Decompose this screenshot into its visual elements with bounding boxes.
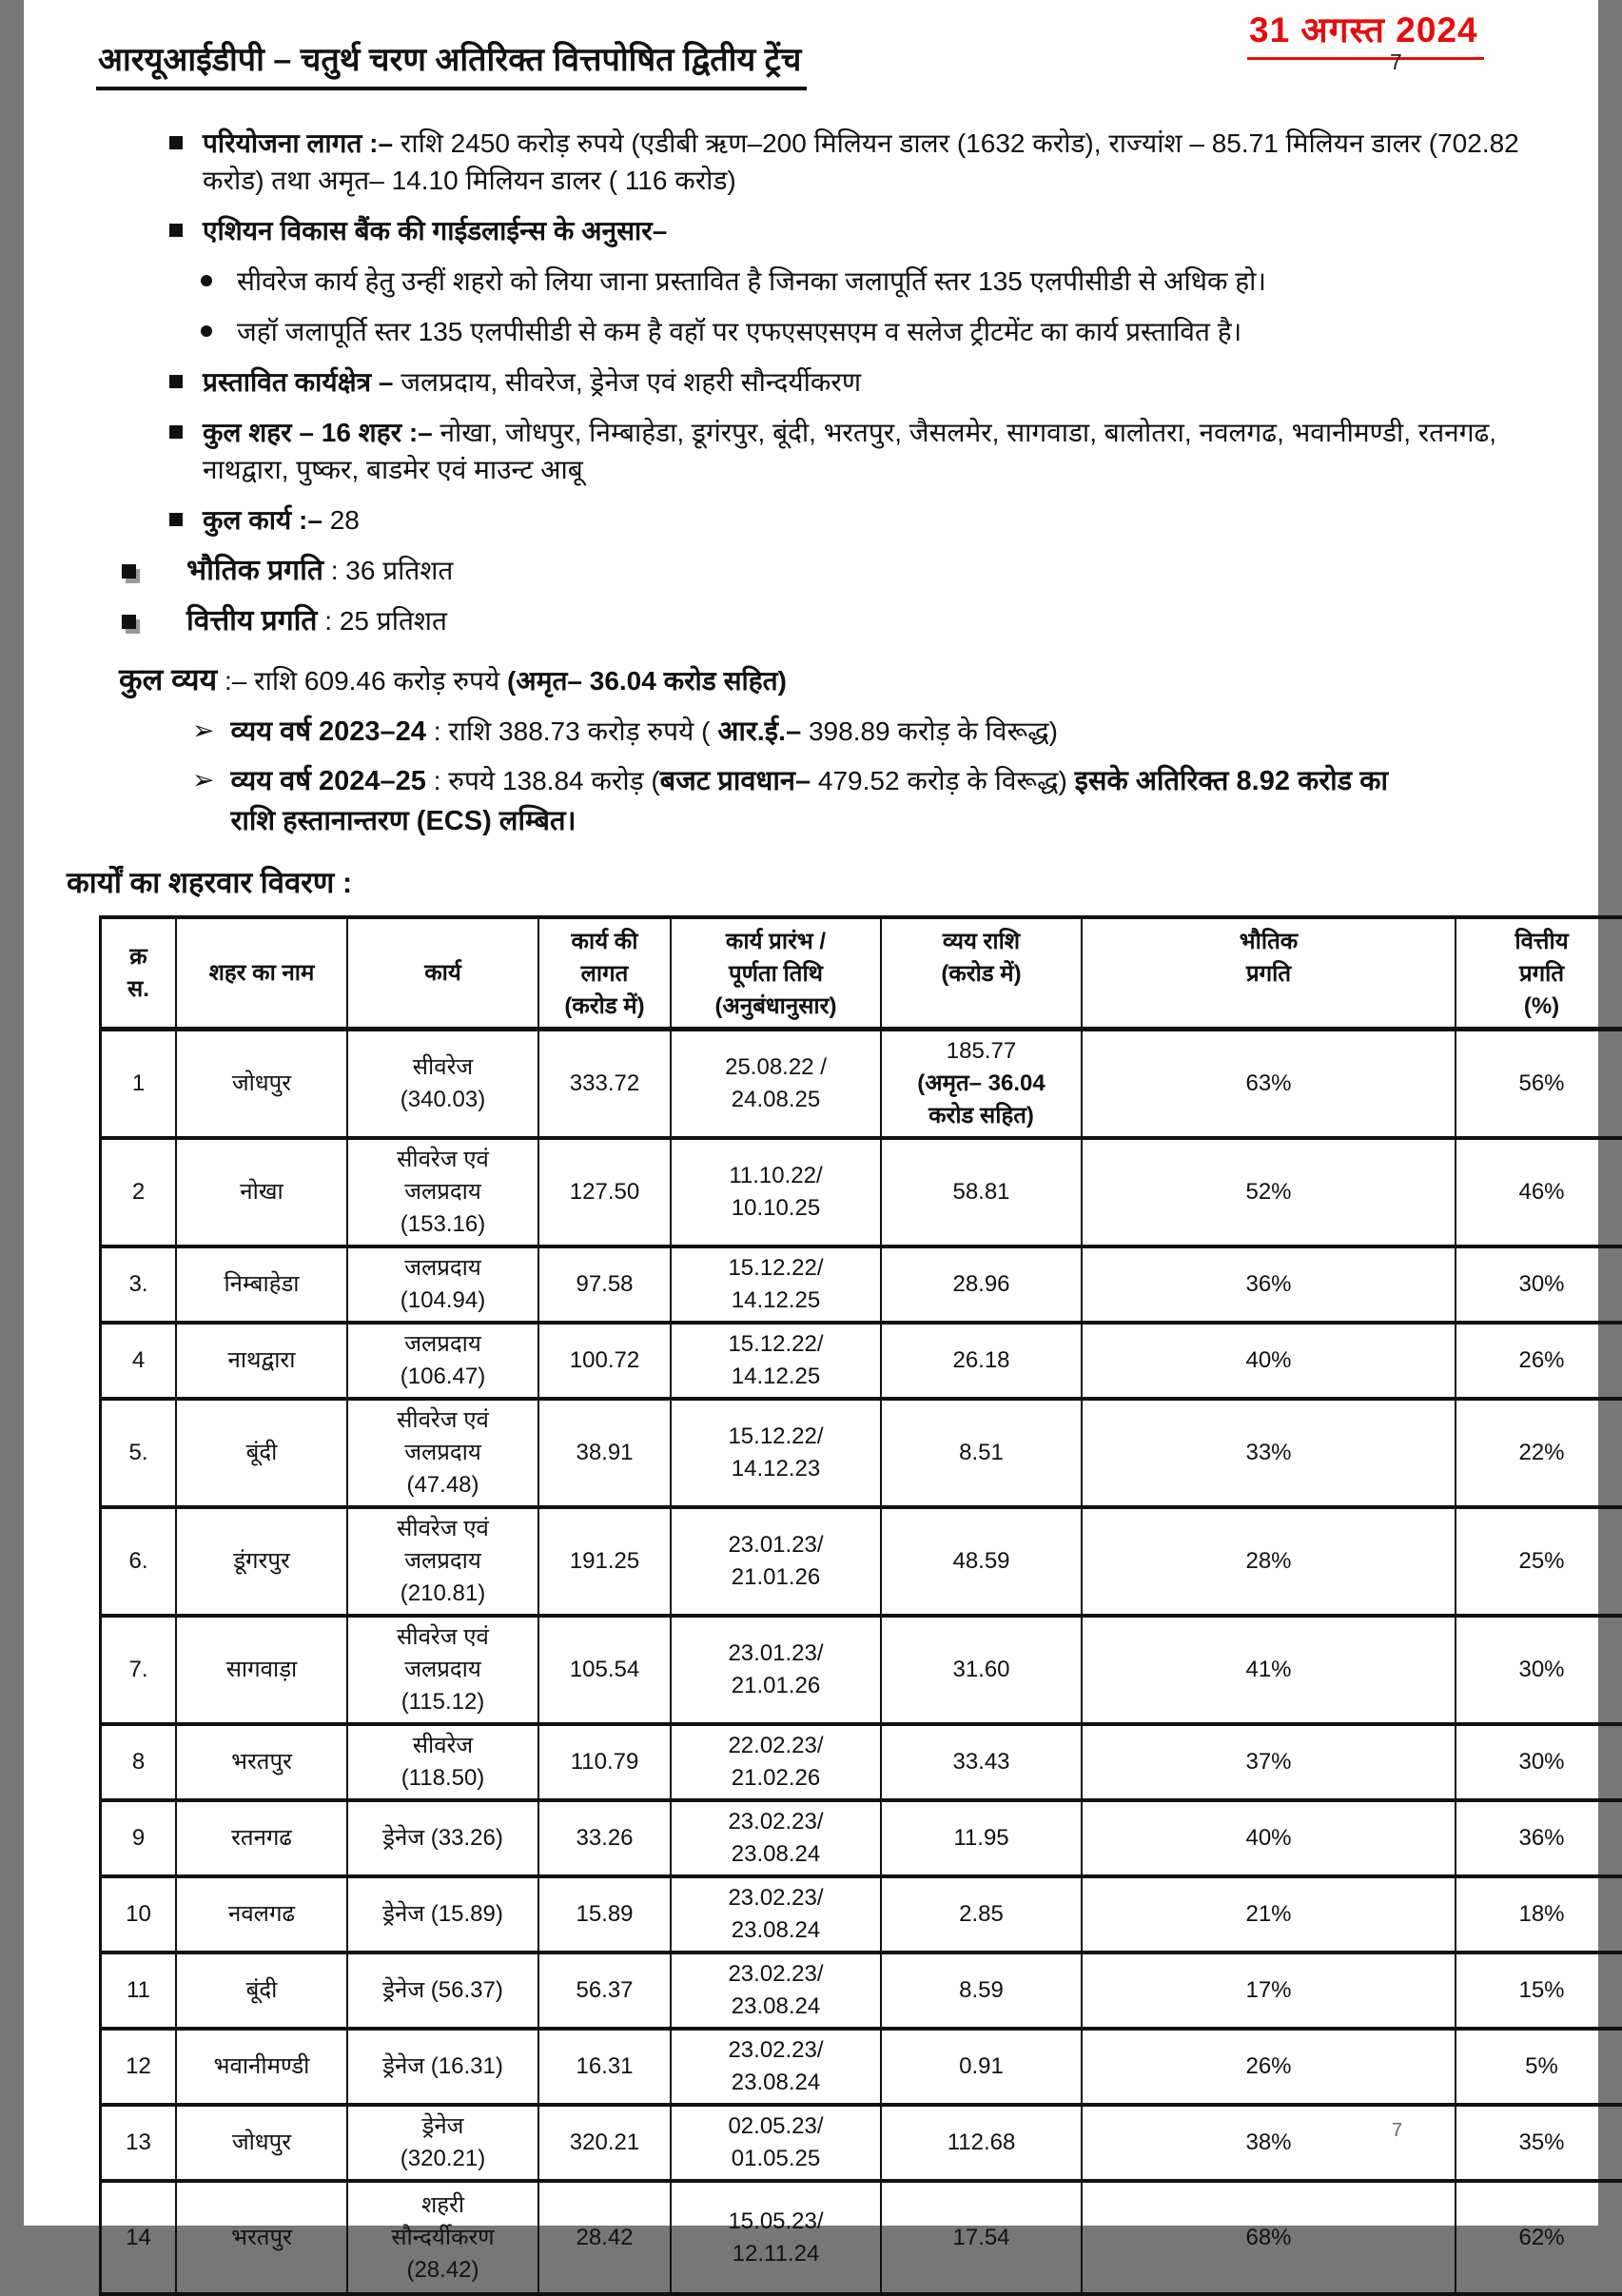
page-number: 7	[1390, 49, 1402, 75]
cell-work: ड्रेनेज (33.26)	[347, 1800, 538, 1876]
cell-work: ड्रेनेज (320.21)	[347, 2105, 538, 2181]
bullet-item	[169, 212, 1598, 249]
column-header: क्र स.	[101, 917, 177, 1030]
cell-dates: 23.02.23/ 23.08.24	[671, 1800, 881, 1876]
bullet-item	[201, 263, 1598, 300]
text-segment: इसके अतिरिक्त 8.92 करोड का राशि हस्तानान्तरण (ECS) लम्बित।	[230, 766, 1388, 836]
cell-work: ड्रेनेज (56.37)	[347, 1953, 538, 2029]
table-row	[101, 1800, 1622, 1876]
cell-expense: 11.95	[881, 1800, 1082, 1876]
cell-cost: 15.89	[538, 1876, 671, 1953]
cell-city: नोखा	[176, 1138, 347, 1246]
bullet-text	[203, 501, 360, 539]
cell-cost: 100.72	[538, 1323, 671, 1399]
table-body	[101, 1030, 1622, 2295]
cell-serial: 2	[101, 1138, 177, 1246]
text-segment: व्यय वर्ष 2023–24	[230, 716, 425, 747]
cell-dates: 23.02.23/ 23.08.24	[671, 1953, 881, 2029]
column-header: कार्य	[347, 917, 538, 1030]
text-segment: 28	[330, 505, 360, 535]
cell-serial: 11	[101, 1953, 177, 2029]
text-segment: आर.ई.–	[717, 716, 801, 747]
document-body	[24, 0, 1598, 2296]
table-row	[101, 1876, 1622, 1953]
bullet-item	[169, 363, 1598, 401]
cell-city: बूंदी	[176, 1399, 347, 1507]
arrowhead-bullet-icon: ➢	[192, 761, 214, 799]
square-bullet-icon	[169, 425, 183, 439]
cell-city: भवानीमण्डी	[176, 2029, 347, 2105]
cell-cost: 191.25	[538, 1507, 671, 1616]
text-segment: : रुपये 138.84 करोड़ (	[426, 766, 660, 795]
table-row	[101, 1507, 1622, 1616]
cell-city: जोधपुर	[176, 1030, 347, 1139]
text-segment: बजट प्रावधान–	[660, 766, 811, 796]
cell-physical-progress: 40%	[1082, 1800, 1456, 1876]
table-row	[101, 2181, 1622, 2294]
table-row	[101, 1724, 1622, 1800]
text-segment: जलप्रदाय, सीवरेज, ड्रेनेज एवं शहरी सौन्दर्यीकरण	[401, 367, 861, 397]
text-segment: जहॉ जलापूर्ति स्तर 135 एलपीसीडी से कम है वहॉ पर एफएसएसएम व सलेज ट्रीटमेंट का कार्य प्रस्तावित है।	[237, 317, 1241, 346]
cell-financial-progress: 22%	[1456, 1399, 1622, 1507]
text-segment: 479.52 करोड़ के विरूद्ध)	[811, 766, 1075, 795]
text-segment: कुल शहर – 16 शहर :–	[203, 418, 440, 447]
cell-cost: 28.42	[538, 2181, 671, 2294]
cell-physical-progress: 36%	[1082, 1246, 1456, 1323]
cell-dates: 23.01.23/ 21.01.26	[671, 1507, 881, 1616]
cell-financial-progress: 25%	[1456, 1507, 1622, 1616]
bullet-item	[169, 501, 1598, 539]
text-segment: एशियन विकास बैंक की गाईडलाईन्स के अनुसार–	[203, 216, 667, 245]
cell-city: सागवाड़ा	[176, 1616, 347, 1724]
cell-physical-progress: 63%	[1082, 1030, 1456, 1139]
cell-expense: 28.96	[881, 1246, 1082, 1323]
column-header: कार्य प्रारंभ / पूर्णता तिथि (अनुबंधानुसार)	[671, 917, 881, 1030]
text-segment: : 36 प्रतिशत	[323, 556, 453, 585]
bullet-text	[203, 414, 1534, 488]
cell-physical-progress: 52%	[1082, 1138, 1456, 1246]
text-segment: कुल व्यय	[119, 662, 217, 697]
cell-serial: 3.	[101, 1246, 177, 1323]
cell-work: सीवरेज एवं जलप्रदाय (210.81)	[347, 1507, 538, 1616]
cell-serial: 12	[101, 2029, 177, 2105]
text-segment: राशि 2450 करोड़ रुपये (एडीबी ऋण–200 मिलियन डालर (1632 करोड), राज्यांश – 85.71 मिलियन डालर (702.82 करोड) तथा अमृत– 14.10 मिलियन डालर ( 116 करोड)	[203, 128, 1519, 195]
cell-expense: 0.91	[881, 2029, 1082, 2105]
bullet-text	[237, 263, 1266, 300]
cell-financial-progress: 46%	[1456, 1138, 1622, 1246]
cell-dates: 23.01.23/ 21.01.26	[671, 1616, 881, 1724]
cell-serial: 14	[101, 2181, 177, 2294]
cell-physical-progress: 33%	[1082, 1399, 1456, 1507]
cell-expense: 33.43	[881, 1724, 1082, 1800]
cell-city: रतनगढ	[176, 1800, 347, 1876]
text-segment: परियोजना लागत :–	[203, 128, 401, 158]
cell-dates: 11.10.22/ 10.10.25	[671, 1138, 881, 1246]
bullet-item	[122, 552, 1598, 589]
cell-expense: 17.54	[881, 2181, 1082, 2294]
text-segment: : 25 प्रतिशत	[318, 606, 447, 636]
cell-financial-progress: 35%	[1456, 2105, 1622, 2181]
cell-work: ड्रेनेज (16.31)	[347, 2029, 538, 2105]
cell-physical-progress: 41%	[1082, 1616, 1456, 1724]
cell-serial: 7.	[101, 1616, 177, 1724]
cell-expense: 185.77 (अमृत– 36.04 करोड सहित)	[881, 1030, 1082, 1139]
cell-financial-progress: 30%	[1456, 1246, 1622, 1323]
table-row	[101, 1399, 1622, 1507]
table-row	[101, 1246, 1622, 1323]
square-bullet-icon	[169, 224, 183, 237]
table-row	[101, 2029, 1622, 2105]
column-header: व्यय राशि (करोड में)	[881, 917, 1082, 1030]
square-bullet-icon	[169, 375, 183, 388]
citywise-works-table	[99, 915, 1622, 2296]
cell-dates: 02.05.23/ 01.05.25	[671, 2105, 881, 2181]
bullet-item	[169, 414, 1598, 488]
cell-physical-progress: 37%	[1082, 1724, 1456, 1800]
cell-physical-progress: 40%	[1082, 1323, 1456, 1399]
table-section-heading: कार्यों का शहरवार विवरण :	[67, 862, 1598, 902]
shadow-square-bullet-icon	[122, 564, 136, 579]
cell-work: जलप्रदाय (104.94)	[347, 1246, 538, 1323]
cell-financial-progress: 5%	[1456, 2029, 1622, 2105]
cell-financial-progress: 18%	[1456, 1876, 1622, 1953]
expense-year-text	[230, 761, 1419, 841]
cell-serial: 6.	[101, 1507, 177, 1616]
cell-serial: 9	[101, 1800, 177, 1876]
bullet-text	[186, 552, 453, 589]
cell-work: शहरी सौन्दर्यीकरण (28.42)	[347, 2181, 538, 2294]
text-segment: : राशि 388.73 करोड़ रुपये (	[426, 716, 717, 746]
cell-expense: 8.59	[881, 1953, 1082, 2029]
column-header: कार्य की लागत (करोड में)	[538, 917, 671, 1030]
cell-cost: 105.54	[538, 1616, 671, 1724]
cell-work: सीवरेज एवं जलप्रदाय (153.16)	[347, 1138, 538, 1246]
square-bullet-icon	[169, 136, 183, 149]
table-header-row	[101, 917, 1622, 1030]
bullet-text	[186, 602, 447, 639]
total-expense-line	[119, 658, 1598, 702]
cell-cost: 56.37	[538, 1953, 671, 2029]
cell-city: नाथद्वारा	[176, 1323, 347, 1399]
table-row	[101, 1953, 1622, 2029]
cell-expense: 26.18	[881, 1323, 1082, 1399]
cell-financial-progress: 36%	[1456, 1800, 1622, 1876]
text-segment: प्रस्तावित कार्यक्षेत्र –	[203, 367, 401, 397]
cell-physical-progress: 26%	[1082, 2029, 1456, 2105]
arrowhead-bullet-icon: ➢	[192, 712, 214, 750]
stray-page-mark: 7	[1392, 2120, 1402, 2142]
text-segment: (अमृत– 36.04 करोड सहित)	[507, 666, 787, 696]
cell-cost: 38.91	[538, 1399, 671, 1507]
bullet-item	[201, 313, 1598, 350]
text-segment: नोखा, जोधपुर, निम्बाहेडा, डूगंरपुर, बूंदी, भरतपुर, जैसलमेर, सागवाडा, बालोतरा, नवलगढ, भवानीमण्डी, रतनगढ, नाथद्वारा, पुष्कर, बाडमेर एवं माउन्ट आबू	[203, 418, 1496, 484]
cell-dates: 15.12.22/ 14.12.23	[671, 1399, 881, 1507]
cell-serial: 10	[101, 1876, 177, 1953]
cell-financial-progress: 30%	[1456, 1616, 1622, 1724]
bullet-text	[203, 125, 1534, 199]
cell-work: सीवरेज एवं जलप्रदाय (115.12)	[347, 1616, 538, 1724]
text-segment: भौतिक प्रगति	[186, 555, 323, 586]
bullet-text	[203, 363, 861, 401]
text-segment: :– राशि 609.46 करोड़ रुपये	[217, 666, 507, 696]
cell-work: सीवरेज एवं जलप्रदाय (47.48)	[347, 1399, 538, 1507]
expense-year-text	[230, 712, 1057, 752]
cell-dates: 25.08.22 / 24.08.25	[671, 1030, 881, 1139]
cell-serial: 8	[101, 1724, 177, 1800]
text-segment: 398.89 करोड़ के विरूद्ध)	[801, 716, 1058, 746]
document-page	[24, 0, 1598, 2226]
cell-city: नवलगढ	[176, 1876, 347, 1953]
cell-dates: 23.02.23/ 23.08.24	[671, 1876, 881, 1953]
cell-dates: 15.05.23/ 12.11.24	[671, 2181, 881, 2294]
cell-cost: 16.31	[538, 2029, 671, 2105]
table-row	[101, 1616, 1622, 1724]
cell-city: भरतपुर	[176, 2181, 347, 2294]
table-row	[101, 1323, 1622, 1399]
cell-serial: 1	[101, 1030, 177, 1139]
cell-serial: 13	[101, 2105, 177, 2181]
cell-serial: 5.	[101, 1399, 177, 1507]
cell-city: जोधपुर	[176, 2105, 347, 2181]
cell-work: ड्रेनेज (15.89)	[347, 1876, 538, 1953]
cell-cost: 333.72	[538, 1030, 671, 1139]
text-segment: कुल कार्य :–	[203, 505, 330, 535]
cell-work: सीवरेज (118.50)	[347, 1724, 538, 1800]
expense-year-list	[24, 712, 1598, 841]
dot-bullet-icon	[201, 275, 212, 286]
cell-expense: 112.68	[881, 2105, 1082, 2181]
cell-physical-progress: 17%	[1082, 1953, 1456, 2029]
cell-financial-progress: 62%	[1456, 2181, 1622, 2294]
cell-cost: 33.26	[538, 1800, 671, 1876]
text-segment: सीवरेज कार्य हेतु उन्हीं शहरो को लिया जाना प्रस्तावित है जिनका जलापूर्ति स्तर 135 एलपीसीडी से अधिक हो।	[237, 266, 1266, 296]
bullet-item	[122, 602, 1598, 639]
cell-expense: 58.81	[881, 1138, 1082, 1246]
cell-expense: 2.85	[881, 1876, 1082, 1953]
cell-work: जलप्रदाय (106.47)	[347, 1323, 538, 1399]
table-row	[101, 1030, 1622, 1139]
cell-dates: 22.02.23/ 21.02.26	[671, 1724, 881, 1800]
cell-serial: 4	[101, 1323, 177, 1399]
cell-city: निम्बाहेडा	[176, 1246, 347, 1323]
expense-note: करोड सहित)	[928, 1103, 1034, 1128]
bullet-text	[203, 212, 667, 249]
cell-dates: 23.02.23/ 23.08.24	[671, 2029, 881, 2105]
cell-expense: 31.60	[881, 1616, 1082, 1724]
cell-city: बूंदी	[176, 1953, 347, 2029]
table-row	[101, 1138, 1622, 1246]
cell-financial-progress: 15%	[1456, 1953, 1622, 2029]
expense-year-item	[192, 712, 1598, 752]
text-segment: वित्तीय प्रगति	[186, 605, 318, 637]
cell-financial-progress: 30%	[1456, 1724, 1622, 1800]
cell-dates: 15.12.22/ 14.12.25	[671, 1246, 881, 1323]
cell-city: डूंगरपुर	[176, 1507, 347, 1616]
cell-cost: 110.79	[538, 1724, 671, 1800]
bullet-list	[24, 125, 1598, 639]
cell-expense: 8.51	[881, 1399, 1082, 1507]
cell-city: भरतपुर	[176, 1724, 347, 1800]
cell-financial-progress: 56%	[1456, 1030, 1622, 1139]
cell-physical-progress: 21%	[1082, 1876, 1456, 1953]
cell-dates: 15.12.22/ 14.12.25	[671, 1323, 881, 1399]
cell-cost: 320.21	[538, 2105, 671, 2181]
cell-financial-progress: 26%	[1456, 1323, 1622, 1399]
bullet-item	[169, 125, 1598, 199]
document-title: आरयूआईडीपी – चतुर्थ चरण अतिरिक्त वित्तपोषित द्वितीय ट्रेंच	[96, 36, 807, 90]
column-header: शहर का नाम	[176, 917, 347, 1030]
cell-cost: 97.58	[538, 1246, 671, 1323]
cell-physical-progress: 38%	[1082, 2105, 1456, 2181]
table-header	[101, 917, 1622, 1030]
expense-year-item	[192, 761, 1598, 841]
expense-note: (अमृत– 36.04	[917, 1070, 1045, 1096]
cell-expense: 48.59	[881, 1507, 1082, 1616]
cell-cost: 127.50	[538, 1138, 671, 1246]
column-header: भौतिक प्रगति	[1082, 917, 1456, 1030]
column-header: वित्तीय प्रगति (%)	[1456, 917, 1622, 1030]
bullet-text	[237, 313, 1241, 350]
report-date: 31 अगस्त 2024	[1247, 4, 1484, 60]
cell-physical-progress: 68%	[1082, 2181, 1456, 2294]
table-row	[101, 2105, 1622, 2181]
dot-bullet-icon	[201, 325, 212, 337]
square-bullet-icon	[169, 513, 183, 526]
cell-physical-progress: 28%	[1082, 1507, 1456, 1616]
cell-work: सीवरेज (340.03)	[347, 1030, 538, 1139]
shadow-square-bullet-icon	[122, 615, 136, 629]
text-segment: व्यय वर्ष 2024–25	[230, 766, 425, 796]
